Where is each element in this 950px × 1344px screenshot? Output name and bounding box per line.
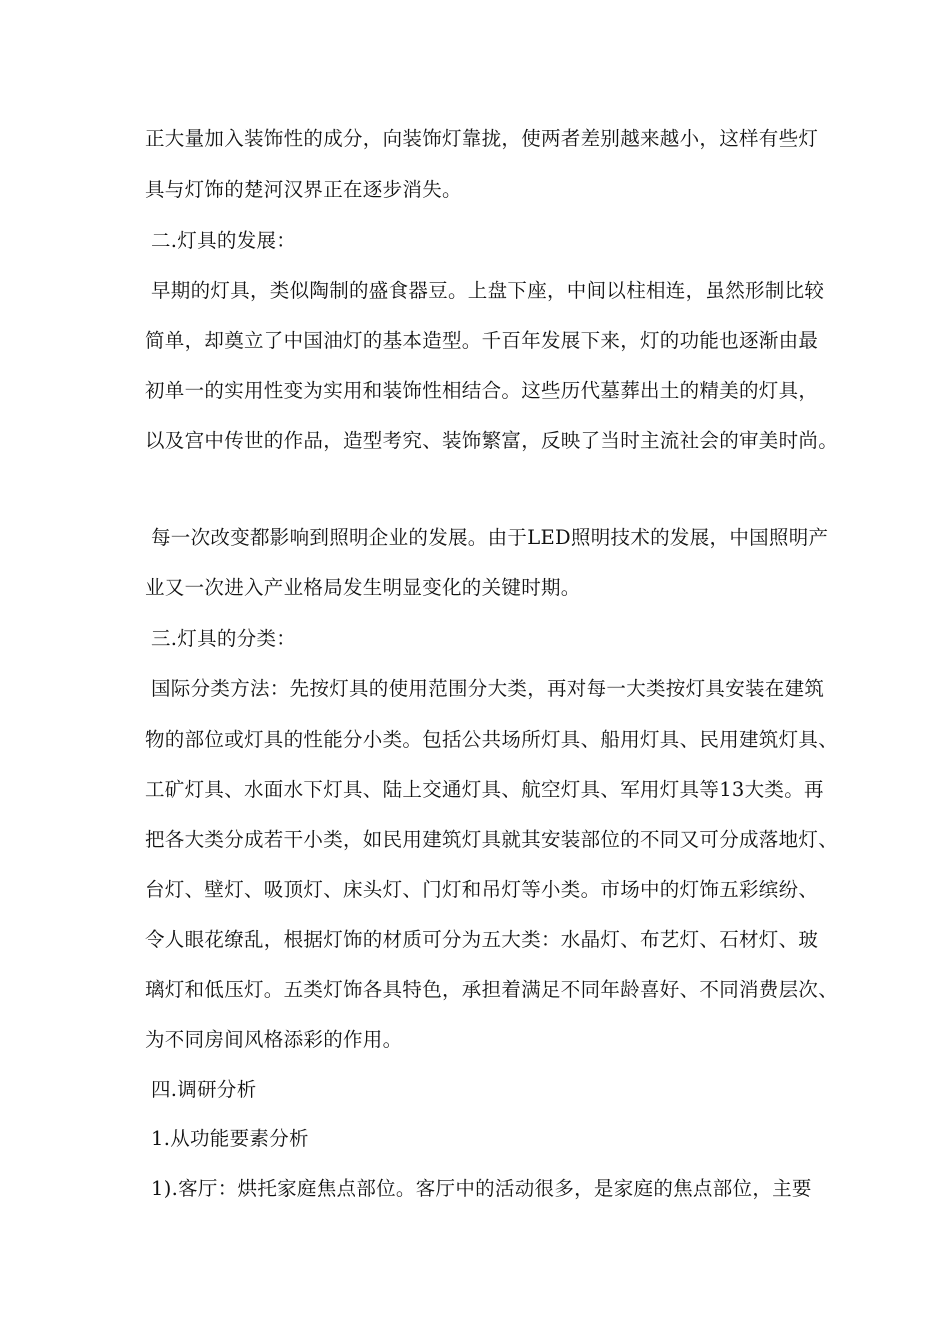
body-text-line: 初单一的实用性变为实用和装饰性相结合。这些历代墓葬出土的精美的灯具， [145,379,819,402]
subsection-heading-function: 1.从功能要素分析 [151,1127,309,1150]
section-heading-development: 二.灯具的发展： [151,229,297,252]
body-text-line: 简单，却奠立了中国油灯的基本造型。千百年发展下来，灯的功能也逐渐由最 [145,329,819,352]
body-text-line: 正大量加入装饰性的成分，向装饰灯靠拢，使两者差别越来越小，这样有些灯 [145,127,819,150]
body-text-line: 1).客厅：烘托家庭焦点部位。客厅中的活动很多，是家庭的焦点部位，主要 [151,1177,812,1200]
body-text-line: 璃灯和低压灯。五类灯饰各具特色，承担着满足不同年龄喜好、不同消费层次、 [145,978,839,1001]
body-text-line: 业又一次进入产业格局发生明显变化的关键时期。 [145,576,581,599]
body-text-line: 台灯、壁灯、吸顶灯、床头灯、门灯和吊灯等小类。市场中的灯饰五彩缤纷、 [145,878,819,901]
body-text-line: 把各大类分成若干小类，如民用建筑灯具就其安装部位的不同又可分成落地灯、 [145,828,839,851]
section-heading-classification: 三.灯具的分类： [151,627,297,650]
body-text-line: 具与灯饰的楚河汉界正在逐步消失。 [145,178,462,201]
section-heading-research-analysis: 四.调研分析 [151,1078,257,1101]
body-text-line: 以及宫中传世的作品，造型考究、装饰繁富，反映了当时主流社会的审美时尚。 [145,429,839,452]
body-text-line: 每一次改变都影响到照明企业的发展。由于LED照明技术的发展，中国照明产 [151,526,829,549]
body-text-line: 工矿灯具、水面水下灯具、陆上交通灯具、航空灯具、军用灯具等13大类。再 [145,778,824,801]
body-text-line: 令人眼花缭乱，根据灯饰的材质可分为五大类：水晶灯、布艺灯、石材灯、玻 [145,928,819,951]
body-text-line: 为不同房间风格添彩的作用。 [145,1028,403,1051]
body-text-line: 物的部位或灯具的性能分小类。包括公共场所灯具、船用灯具、民用建筑灯具、 [145,728,839,751]
body-text-line: 早期的灯具，类似陶制的盛食器豆。上盘下座，中间以柱相连，虽然形制比较 [151,279,825,302]
body-text-line: 国际分类方法：先按灯具的使用范围分大类，再对每一大类按灯具安装在建筑 [151,677,825,700]
